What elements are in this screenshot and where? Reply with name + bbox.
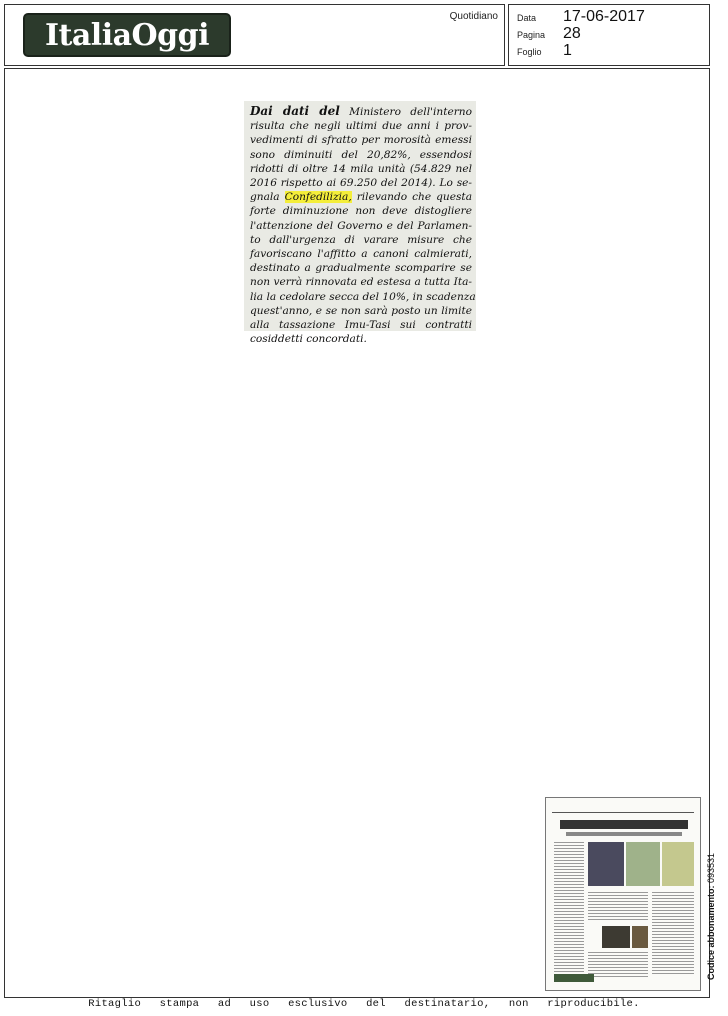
data-label: Data [517,13,537,23]
page-thumbnail [545,797,701,991]
meta-row-foglio [517,42,572,60]
article-line: destinato a gradualmente scomparire se [250,262,472,275]
thumbnail-footer-block [554,974,594,982]
italiaoggi-logo [23,13,231,57]
article-line: l'attenzione del Governo e del Parlamen- [250,219,472,232]
article-line: ridotti di oltre 14 mila unità (54.829 nel [250,162,472,175]
article-lead: Dai dati del [250,104,340,118]
article-line: to dall'urgenza di varare misure che [250,233,472,246]
header-masthead-box [4,4,505,66]
reproduction-notice: Ritaglio stampa ad uso esclusivo del destinatario, non riproducibile. [88,998,640,1010]
thumbnail-block-dark [588,842,624,886]
article-line-text: gnala [250,191,280,204]
article-line: lia la cedolare secca del 10%, in scadenza [250,290,476,303]
logo-text: ItaliaOggi [44,17,210,53]
thumbnail-text-column [652,892,694,976]
article-line: sono diminuiti del 20,82%, essendosi [250,148,472,161]
subscription-code [706,853,716,980]
article-line: 2016 rispetto ai 69.250 del 2014). Lo se- [250,177,472,190]
header-meta-box [508,4,710,66]
thumbnail-photo [602,926,630,948]
article-line: risulta che negli ultimi due anni i prov- [250,120,472,133]
meta-row-data [517,8,645,26]
thumbnail-subhead-bar [566,832,682,836]
pagina-value: 28 [563,25,581,42]
article-line-text: Ministero dell'interno [349,106,472,118]
codice-value: 093531 [706,852,716,883]
meta-row-pagina [517,25,581,43]
thumbnail-block-green [626,842,660,886]
thumbnail-headline-bar [560,820,688,829]
foglio-value: 1 [563,42,572,59]
article-line: non verrà rinnovata ed estesa a tutta Ita- [250,276,472,289]
confedilizia-highlight: Confedilizia, [284,191,352,204]
article-line: favoriscano l'affitto a canoni calmierati, [250,248,472,261]
thumbnail-text-column [588,892,648,922]
data-value: 17-06-2017 [563,8,645,25]
article-line: cosiddetti concordati. [250,333,367,346]
article-line [250,190,472,204]
publication-type: Quotidiano [449,11,498,22]
thumbnail-photo [632,926,648,948]
foglio-label: Foglio [517,47,542,57]
article-line: vedimenti di sfratto per morosità emessi [250,134,472,147]
article-line: quest'anno, e se non sarà posto un limite [250,304,472,317]
article-clip-text [250,104,476,346]
thumbnail-text-column [554,842,584,972]
pagina-label: Pagina [517,30,546,40]
codice-label: Codice abbonamento: [706,885,716,980]
thumbnail-block-olive [662,842,694,886]
article-line [250,104,472,119]
article-line: alla tassazione Imu-Tasi sui contratti [250,319,472,332]
thumbnail-text-column [588,952,648,978]
thumbnail-header-rule [552,804,694,813]
article-line: forte diminuzione non deve distogliere [250,205,472,218]
article-line-text: rilevando che questa [356,191,473,204]
